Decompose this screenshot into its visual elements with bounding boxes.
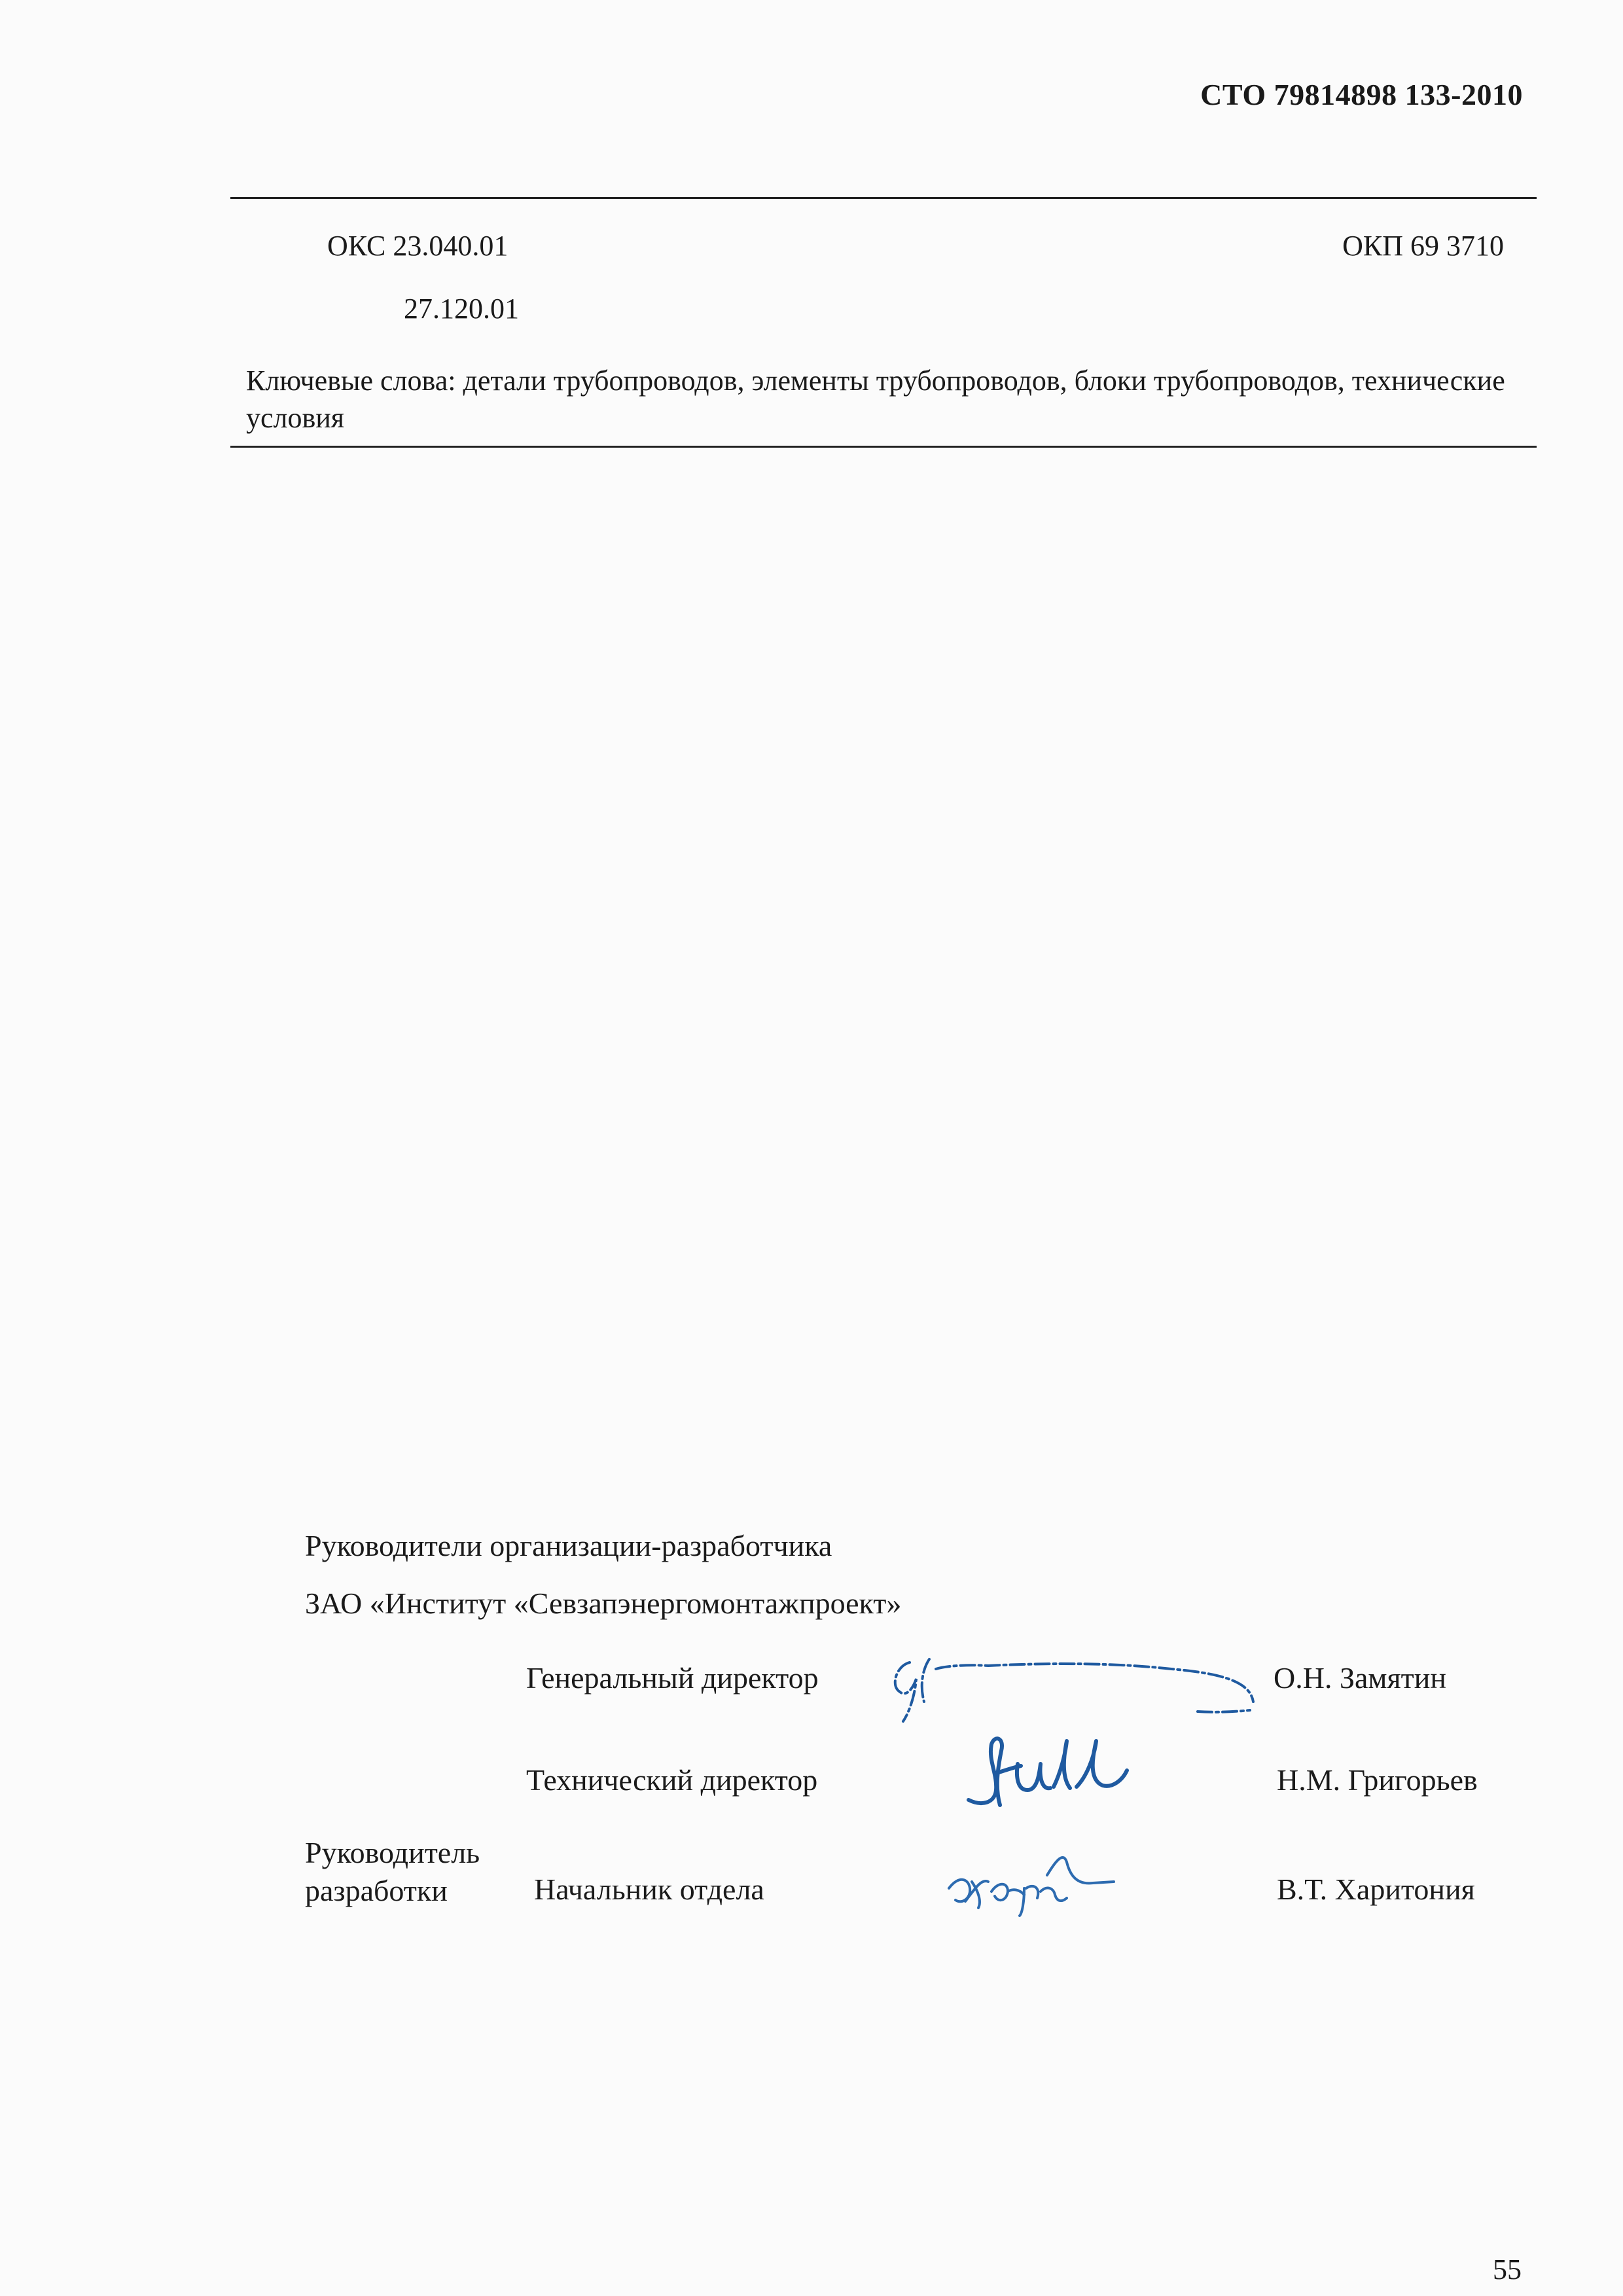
signature-department-head [942, 1842, 1119, 1918]
development-head-label: Руководитель разработки [305, 1836, 480, 1907]
signature-general-director [883, 1640, 1270, 1725]
signature-technical-director [955, 1728, 1139, 1820]
role-general-director: Генеральный директор [526, 1661, 819, 1695]
org-name: ЗАО «Институт «Севзапэнергомонтажпроект» [305, 1587, 902, 1620]
oks-code-2: 27.120.01 [404, 293, 519, 325]
document-code: СТО 79814898 133-2010 [1200, 78, 1523, 111]
role-department-head: Начальник отдела [534, 1873, 764, 1906]
bottom-divider [230, 446, 1537, 448]
name-department-head: В.Т. Харитония [1277, 1873, 1475, 1906]
okp-code: ОКП 69 3710 [1342, 230, 1504, 262]
name-general-director: О.Н. Замятин [1274, 1661, 1447, 1695]
top-divider [230, 197, 1537, 199]
keywords-paragraph: Ключевые слова: детали трубопроводов, элементы трубопроводов, блоки трубопроводов, технические условия [246, 365, 1505, 434]
name-technical-director: Н.М. Григорьев [1277, 1763, 1478, 1797]
role-technical-director: Технический директор [526, 1763, 818, 1797]
oks-code-1: ОКС 23.040.01 [327, 230, 508, 262]
org-heading: Руководители организации-разработчика [305, 1529, 832, 1562]
